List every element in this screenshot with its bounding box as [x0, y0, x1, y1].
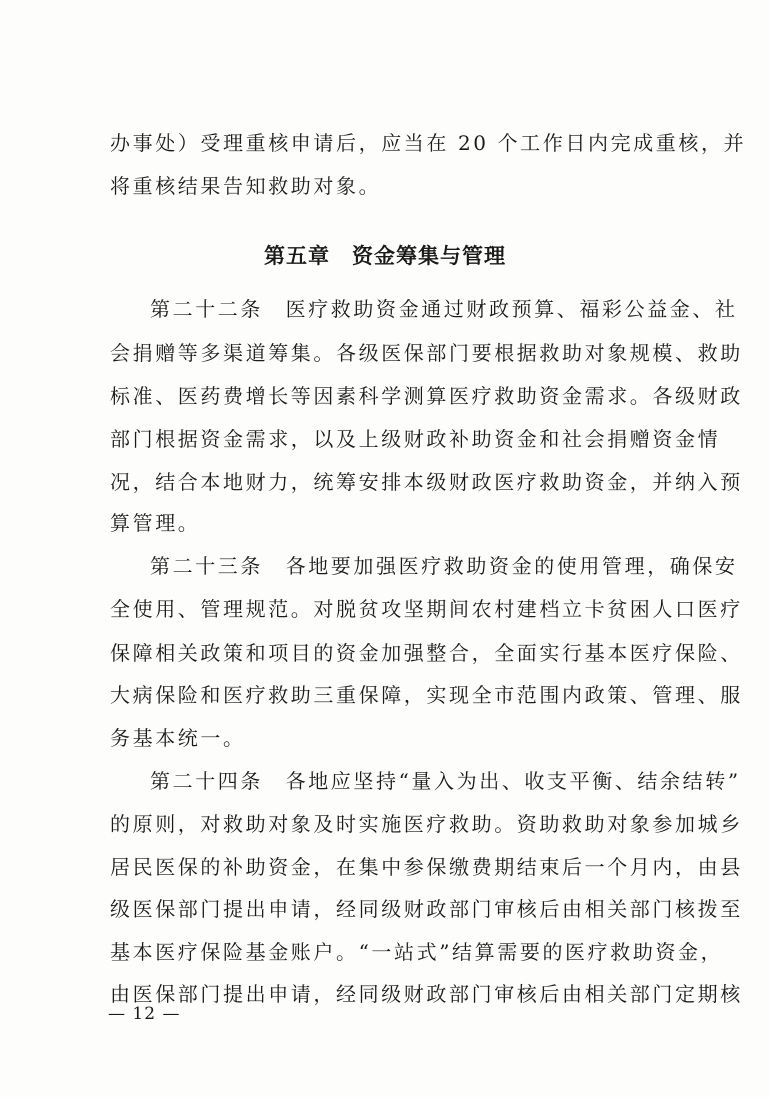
article-24-line: 的原则，对救助对象及时实施医疗救助。资助救助对象参加城乡 [110, 812, 743, 836]
article-24-line: 第二十四条 各地应坚持“量入为出、收支平衡、结余结转” [150, 769, 741, 793]
article-23-line: 保障相关政策和项目的资金加强整合，全面实行基本医疗保险、 [110, 641, 743, 665]
article-24-line: 由医保部门提出申请，经同级财政部门审核后由相关部门定期核 [110, 982, 743, 1006]
article-24-line: 级医保部门提出申请，经同级财政部门审核后由相关部门核拨至 [110, 897, 743, 921]
chapter-heading: 第五章 资金筹集与管理 [264, 243, 506, 268]
article-22-line: 第二十二条 医疗救助资金通过财政预算、福彩公益金、社 [150, 297, 738, 321]
page-number: — 12 — [108, 1004, 181, 1024]
article-23-line: 全使用、管理规范。对脱贫攻坚期间农村建档立卡贫困人口医疗 [110, 597, 743, 621]
article-22-line: 算管理。 [110, 511, 201, 535]
paragraph-line: 将重核结果告知救助对象。 [110, 174, 382, 198]
article-24-line: 居民医保的补助资金，在集中参保缴费期结束后一个月内，由县 [110, 855, 743, 879]
article-23-line: 第二十三条 各地要加强医疗救助资金的使用管理，确保安 [150, 554, 738, 578]
article-24-line: 基本医疗保险基金账户。“一站式”结算需要的医疗救助资金， [110, 940, 724, 964]
paragraph-line: 办事处）受理重核申请后，应当在 20 个工作日内完成重核，并 [110, 131, 747, 155]
article-22-line: 会捐赠等多渠道筹集。各级医保部门要根据救助对象规模、救助 [110, 341, 743, 365]
article-22-line: 况，结合本地财力，统筹安排本级财政医疗救助资金，并纳入预 [110, 470, 743, 494]
article-23-line: 务基本统一。 [110, 726, 246, 750]
article-22-line: 标准、医药费增长等因素科学测算医疗救助资金需求。各级财政 [110, 384, 743, 408]
article-23-line: 大病保险和医疗救助三重保障，实现全市范围内政策、管理、服 [110, 683, 743, 707]
article-22-line: 部门根据资金需求，以及上级财政补助资金和社会捐赠资金情 [110, 427, 721, 451]
